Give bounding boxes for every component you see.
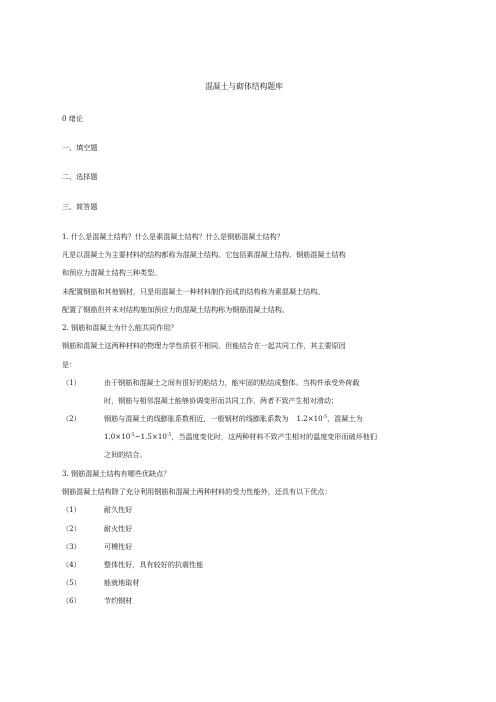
q3-item-number: （3）: [62, 542, 81, 551]
exponent: -5: [166, 433, 172, 438]
q3-item-number: （5）: [62, 578, 81, 587]
q1-question: 1. 什么是混凝土结构？什么是素混凝土结构？什么是钢筋混凝土结构？: [62, 232, 284, 241]
exponent: -5: [322, 415, 328, 420]
q3-item-number: （2）: [62, 524, 81, 533]
document-title: 混凝土与砌体结构题库: [205, 82, 283, 91]
q2-question: 2. 钢筋和混凝土为什么能共同作用？: [62, 323, 178, 332]
section-multiple-choice: 二、选择题: [62, 172, 98, 181]
chapter-heading: 0 绪论: [62, 114, 83, 123]
q2-item-text: 由于钢筋和混凝土之间有很好的粘结力，能牢固的粘结成整体。当构件承受外荷载: [104, 378, 360, 387]
q3-item-number: （1）: [62, 505, 81, 514]
q3-item-number: （6）: [62, 596, 81, 605]
q2-item-text: [104, 432, 377, 442]
q1-answer-line: 未配置钢筋和其他钢材，只是用混凝土一种材料制作而成的结构称为素混凝土结构。: [62, 287, 325, 296]
exponent: -5: [130, 433, 135, 438]
q2-intro-line: 是：: [62, 360, 77, 369]
q3-item-text: 耐久性好: [104, 505, 133, 514]
q3-item-text: 能就地取材: [104, 578, 140, 587]
expansion-coefficient-concrete-min: 1.0×10: [104, 432, 131, 441]
expansion-coefficient-concrete-max: ~1.5×10: [134, 432, 167, 441]
q3-item-text: 耐火性好: [104, 524, 133, 533]
q2-item-text: 之间的结合。: [104, 450, 147, 459]
section-short-answer: 三、简答题: [62, 202, 98, 211]
q2-item-text-part: 钢筋与混凝土的线膨胀系数相近，一般钢材的线膨胀系数为: [104, 414, 289, 423]
q2-item-number: （1）: [62, 378, 81, 387]
expansion-coefficient-steel: 1.2×10: [296, 414, 323, 423]
q2-item-text: [104, 414, 363, 424]
q2-item-text-part: ，混凝土为: [327, 414, 363, 423]
q3-intro: 钢筋混凝土结构除了充分利用钢筋和混凝土两种材料的受力性能外，还具有以下优点：: [62, 487, 332, 496]
q3-item-text: 节约钢材: [104, 596, 133, 605]
q3-item-text: 可模性好: [104, 542, 133, 551]
q3-item-number: （4）: [62, 560, 81, 569]
q2-item-text: 时，钢筋与相邻混凝土能够协调变形而共同工作，两者不致产生相对滑动；: [104, 396, 339, 405]
q1-answer-line: 配置了钢筋但并未对结构施加预应力的混凝土结构称为钢筋混凝土结构。: [62, 305, 289, 314]
q1-answer-line: 和预应力混凝土结构三种类型。: [62, 268, 162, 277]
q1-answer-line: 凡是以混凝土为主要材料的结构都称为混凝土结构。它包括素混凝土结构、钢筋混凝土结构: [62, 250, 346, 259]
q2-item-text-part: ，当温度变化时，这两种材料不致产生相对的温度变形而破坏他们: [171, 432, 377, 441]
section-fill-in: 一、填空题: [62, 143, 98, 152]
q3-question: 3. 钢筋混凝土结构有哪些优缺点？: [62, 469, 171, 478]
q2-intro-line: 钢筋和混凝土这两种材料的物理力学性质很不相同，但能结合在一起共同工作，其主要原因: [62, 341, 346, 350]
q2-item-number: （2）: [62, 414, 81, 423]
q3-item-text: 整体性好，具有较好的抗震性能: [104, 560, 204, 569]
